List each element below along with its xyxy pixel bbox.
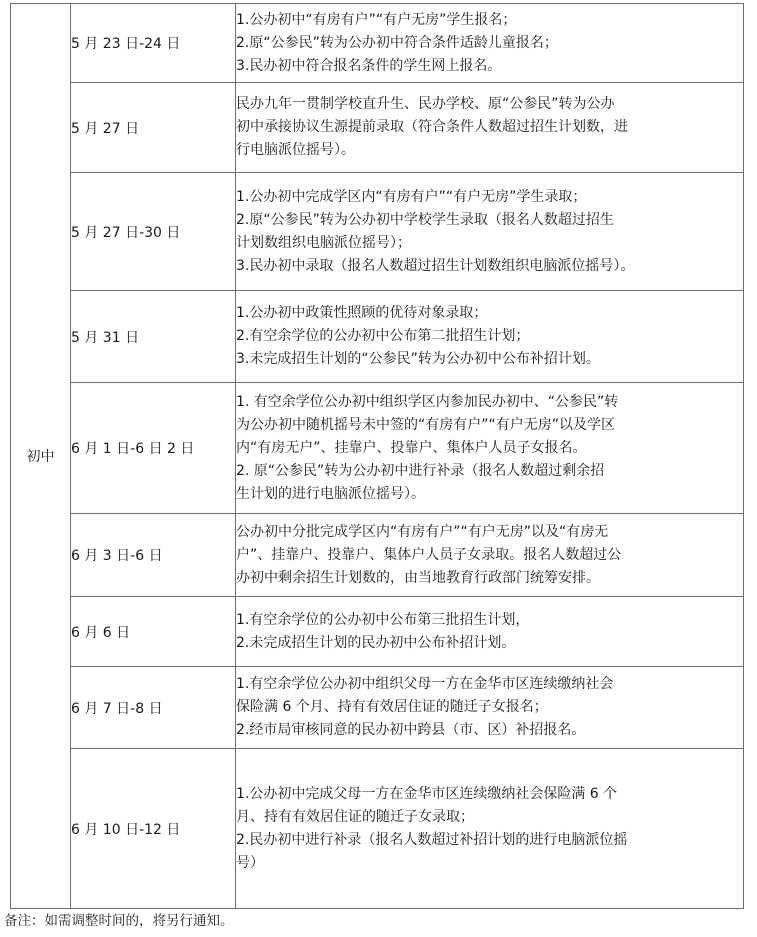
description-line: 2.原“公参民”转为公办初中符合条件适龄儿童报名； [236, 34, 558, 51]
date-cell: 5 月 27 日 [71, 83, 236, 173]
footnote: 备注：如需调整时间的，将另行通知。 [4, 913, 234, 929]
description-line: 2. 原“公参民”转为公办初中进行补录（报名人数超过剩余招 [236, 462, 605, 479]
description-cell [236, 173, 744, 291]
description-line: 行电脑派位摇号）。 [236, 142, 355, 158]
table-row [11, 667, 744, 749]
description-cell [236, 383, 744, 514]
description-cell [236, 291, 744, 383]
description-line: 计划数组织电脑派位摇号）； [236, 234, 411, 251]
table-row [11, 597, 744, 667]
description-line: 1.有空余学位公办初中组织父母一方在金华市区连续缴纳社会 [236, 676, 614, 692]
description-line: 2.民办初中进行补录（报名人数超过补招计划的进行电脑派位摇 [236, 831, 628, 848]
description-line: 月、持有有效居住证的随迁子女录取； [236, 808, 474, 825]
description-line: 号） [236, 854, 264, 871]
enrollment-schedule-table [10, 3, 744, 909]
description-line: 1.有空余学位的公办初中公布第三批招生计划， [236, 611, 530, 628]
date-cell: 6 月 10 日-12 日 [71, 749, 236, 909]
date-cell: 5 月 23 日-24 日 [71, 4, 236, 83]
description-line: 3.未完成招生计划的“公参民”转为公办初中公布补招计划。 [236, 351, 600, 367]
date-cell: 5 月 31 日 [71, 291, 236, 383]
date-cell: 5 月 27 日-30 日 [71, 173, 236, 291]
description-cell [236, 667, 744, 749]
description-line: 2.原“公参民”转为公办初中学校学生录取（报名人数超过招生 [236, 211, 614, 228]
description-line: 3.民办初中符合报名条件的学生网上报名。 [236, 57, 502, 74]
description-cell [236, 83, 744, 173]
description-line: 办初中剩余招生计划数的，由当地教育行政部门统筹安排。 [236, 569, 600, 586]
description-line: 1.公办初中完成父母一方在金华市区连续缴纳社会保险满 6 个 [236, 785, 618, 802]
description-line: 民办九年一贯制学校直升生、民办学校、原“公参民”转为公办 [236, 96, 615, 112]
date-cell: 6 月 1 日-6 日 2 日 [71, 383, 236, 514]
description-cell [236, 749, 744, 909]
table-row [11, 4, 744, 83]
description-line: 初中承接协议生源提前录取（符合条件人数超过招生计划数，进 [236, 119, 628, 135]
table-row [11, 173, 744, 291]
description-line: 公办初中分批完成学区内“有房有户”“有户无房”以及“有房无 [236, 523, 609, 540]
description-line: 为公办初中随机摇号未中签的“有房有户”“有户无房”以及学区 [236, 416, 616, 433]
description-cell [236, 597, 744, 667]
description-line: 内“有房无户”、挂靠户、投靠户、集体户人员子女报名。 [236, 439, 587, 456]
description-line: 1. 有空余学位公办初中组织学区内参加民办初中、“公参民”转 [236, 393, 619, 410]
table-row [11, 83, 744, 173]
table-row [11, 291, 744, 383]
description-cell [236, 4, 744, 83]
description-line: 1.公办初中完成学区内“有房有户”“有户无房”学生录取； [236, 188, 587, 205]
description-line: 2.未完成招生计划的民办初中公布补招计划。 [236, 634, 516, 651]
table-row [11, 514, 744, 597]
date-cell: 6 月 3 日-6 日 [71, 514, 236, 597]
description-line: 2.有空余学位的公办初中公布第二批招生计划； [236, 328, 530, 344]
description-line: 1.公办初中“有房有户”“有户无房”学生报名； [236, 11, 517, 28]
description-line: 1.公办初中政策性照顾的优待对象录取； [236, 305, 488, 321]
description-line: 2.经市局审核同意的民办初中跨县（市、区）补招报名。 [236, 722, 586, 738]
description-line: 生计划的进行电脑派位摇号）。 [236, 485, 425, 502]
description-line: 户”、挂靠户、投靠户、集体户人员子女录取。报名人数超过公 [236, 546, 622, 563]
date-cell: 6 月 6 日 [71, 597, 236, 667]
table-row [11, 749, 744, 909]
description-line: 3.民办初中录取（报名人数超过招生计划数组织电脑派位摇号）。 [236, 257, 635, 274]
description-cell [236, 514, 744, 597]
school-level-cell: 初中 [11, 4, 71, 909]
description-line: 保险满 6 个月、持有有效居住证的随迁子女报名； [236, 699, 548, 715]
schedule-body [11, 4, 744, 909]
date-cell: 6 月 7 日-8 日 [71, 667, 236, 749]
table-row [11, 383, 744, 514]
